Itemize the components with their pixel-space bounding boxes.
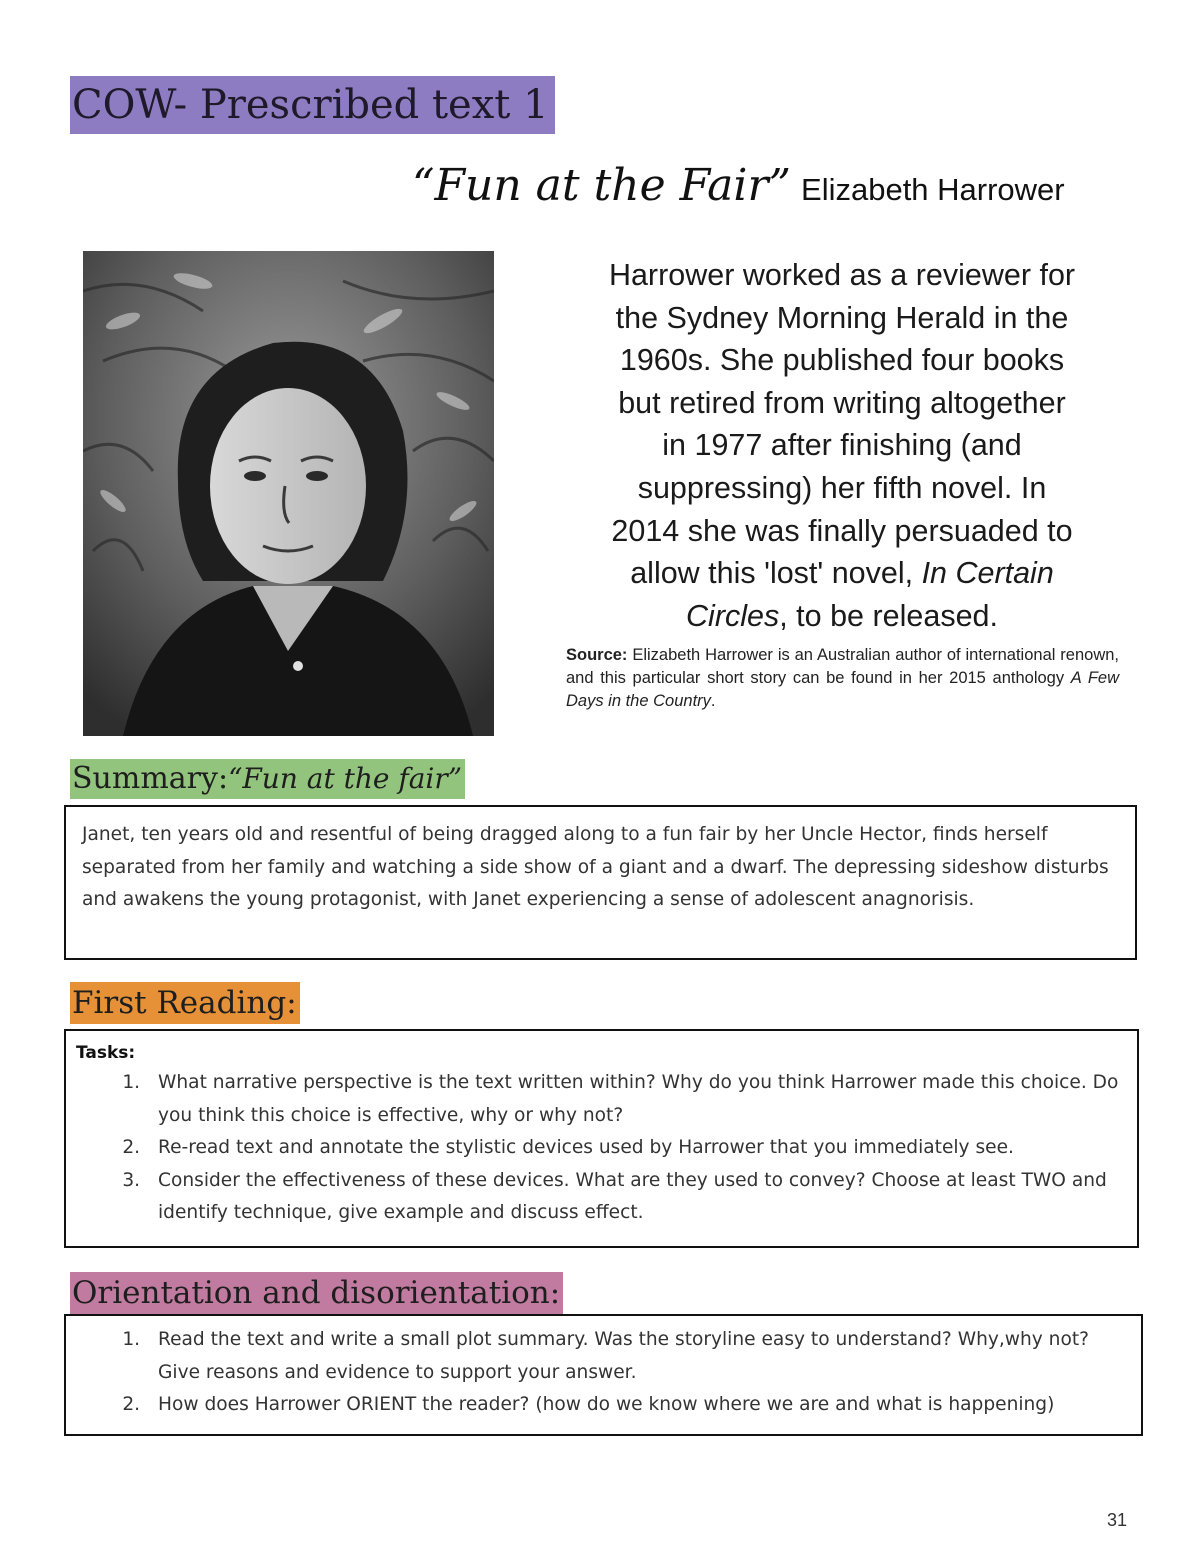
bio-line: 2014 she was finally persuaded to	[611, 513, 1073, 548]
task-list	[76, 1067, 1127, 1230]
summary-box	[64, 805, 1137, 960]
novel-title: Circles	[686, 598, 780, 633]
bio-line: Harrower worked as a reviewer for	[608, 258, 1076, 292]
author-name: Elizabeth Harrower	[801, 172, 1065, 207]
first-reading-box	[64, 1029, 1139, 1248]
story-heading	[412, 160, 1065, 211]
bio-line: in 1977 after finishing (and	[662, 428, 1022, 463]
page-title: COW- Prescribed text 1	[70, 76, 555, 134]
author-bio	[552, 254, 1132, 637]
orientation-heading: Orientation and disorientation:	[70, 1272, 563, 1314]
tasks-label: Tasks:	[76, 1043, 136, 1063]
bio-line: suppressing) her fifth novel. In	[637, 470, 1047, 505]
task-item: 2. Re-read text and annotate the stylistic devices used by Harrower that you immediately see.	[146, 1132, 1127, 1165]
bio-line: 1960s. She published four books	[619, 343, 1065, 378]
task-item: 3. Consider the effectiveness of these devices. What are they used to convey? Choose at least TWO and identify technique, give example and discuss effect.	[146, 1165, 1127, 1230]
summary-story-title: “Fun at the fair”	[228, 762, 463, 795]
bio-text: , to be released.	[779, 598, 998, 633]
task-item: 1. What narrative perspective is the text written within? Why do you think Harrower made this choice. Do you think this choice is effective, why or why not?	[146, 1067, 1127, 1132]
bio-line: but retired from writing altogether	[618, 385, 1066, 420]
orientation-task-list	[76, 1324, 1131, 1422]
source-text: Elizabeth Harrower is an Australian author of international renown, and this particular short story can be found in her 2015 anthology	[566, 646, 1119, 687]
bio-text: allow this 'lost' novel,	[630, 556, 922, 591]
summary-text: Janet, ten years old and resentful of being dragged along to a fun fair by her Uncle Hector, finds herself separated from her family and watching a side show of a giant and a dwarf. The depressing sideshow disturbs and awakens the young protagonist, with Janet experiencing a sense of adolescent anagnorisis.	[82, 824, 1109, 910]
bio-line: the Sydney Morning Herald in the	[615, 300, 1069, 335]
source-end: .	[710, 692, 716, 710]
task-item: 2. How does Harrower ORIENT the reader? (how do we know where we are and what is happening)	[146, 1389, 1131, 1422]
source-label: Source:	[566, 646, 628, 664]
summary-label: Summary:	[72, 761, 229, 796]
author-photo	[83, 251, 494, 736]
page-number: 31	[1107, 1510, 1128, 1530]
task-item: 1. Read the text and write a small plot summary. Was the storyline easy to understand? Why,why not? Give reasons and evidence to support your answer.	[146, 1324, 1131, 1389]
bio-line	[552, 595, 1132, 638]
story-title: “Fun at the Fair”	[412, 160, 792, 211]
first-reading-heading: First Reading:	[70, 982, 300, 1024]
bio-line	[552, 552, 1132, 595]
anthology-title: A Few Days in the Country	[566, 669, 1120, 710]
summary-heading	[70, 759, 465, 799]
orientation-box	[64, 1314, 1143, 1436]
source-note	[566, 644, 1119, 713]
novel-title: In Certain	[921, 556, 1054, 591]
